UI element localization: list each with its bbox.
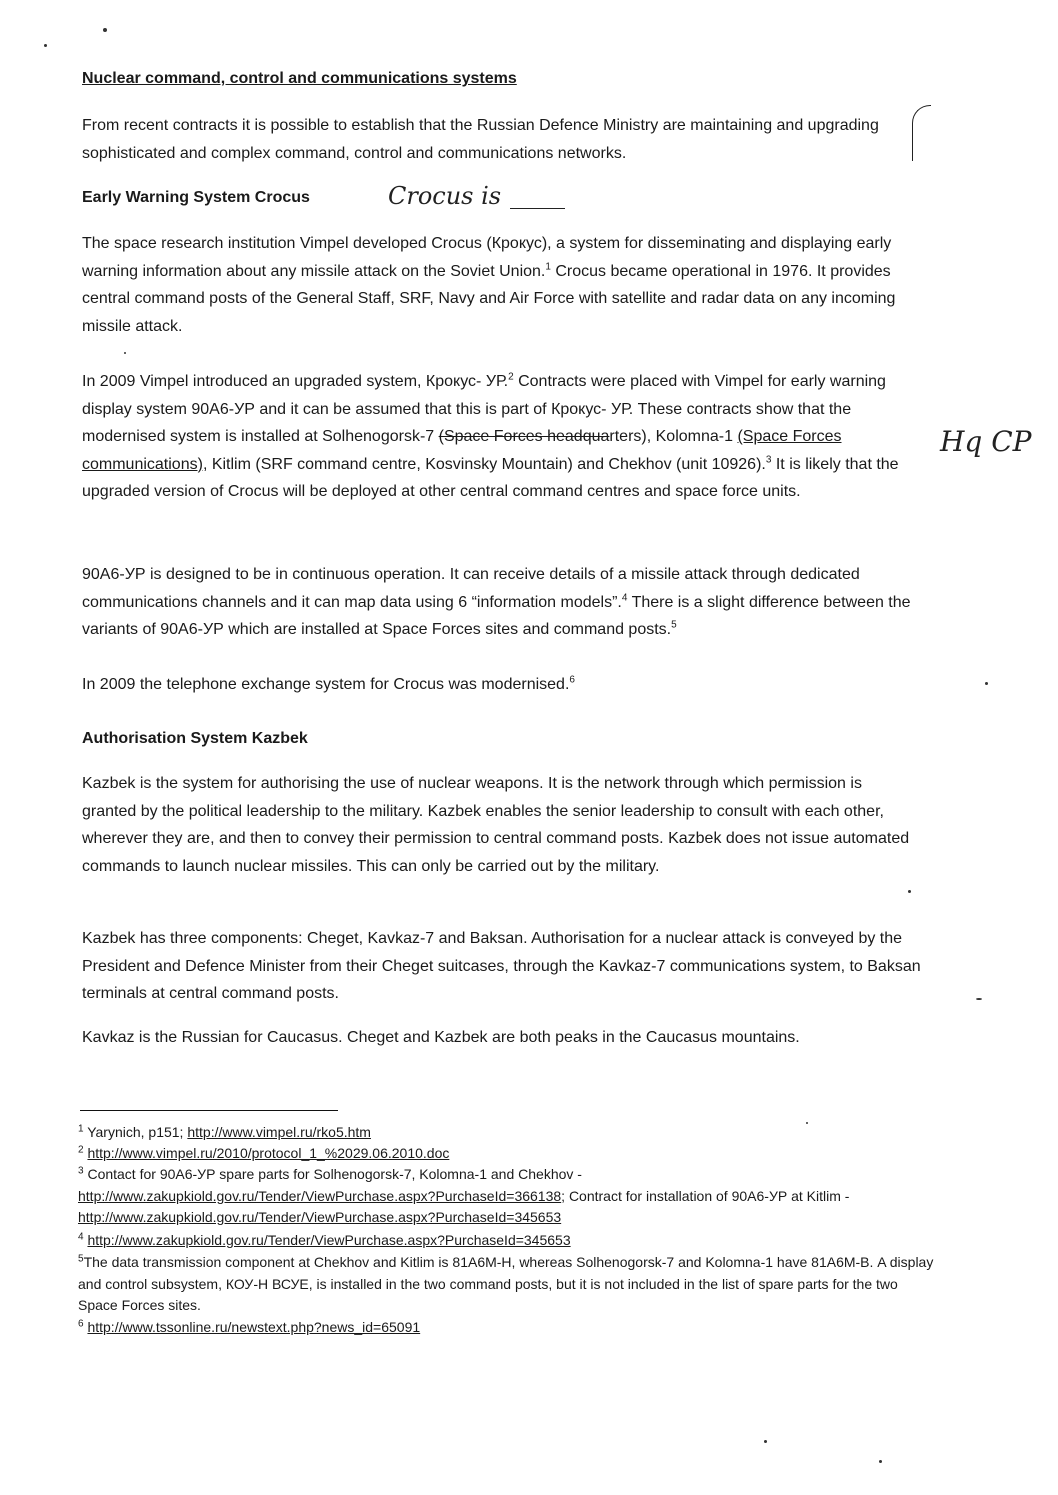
scan-speck bbox=[985, 682, 988, 685]
scan-speck bbox=[908, 890, 911, 893]
scan-speck bbox=[124, 352, 126, 354]
footnote-1 bbox=[78, 1122, 958, 1144]
kazbek-heading: Authorisation System Kazbek bbox=[82, 730, 308, 747]
crocus-p4-a: In 2009 the telephone exchange system for Crocus was modernised. bbox=[82, 676, 570, 693]
scan-speck bbox=[976, 998, 982, 1000]
crocus-p1-text: The space research institution Vimpel developed Crocus (Крокус), a system for disseminating and displaying early warning information about any missile attack on the Soviet Union. bbox=[82, 235, 892, 280]
scan-speck bbox=[103, 28, 107, 32]
crocus-p3-b: There is a slight difference between the variants of 90А6-УР which are installed at Space Forces sites and command posts. bbox=[82, 593, 911, 638]
footnote-number: 3 bbox=[78, 1165, 84, 1177]
footnote-6 bbox=[78, 1317, 958, 1339]
kazbek-paragraph-2: Kazbek has three components: Cheget, Kavkaz-7 and Baksan. Authorisation for a nuclear attack is conveyed by the President and Defence Minister from their Cheget suitcases, through the Kavkaz-7 communications system, to Baksan terminals at central command posts. bbox=[82, 930, 921, 1002]
crocus-p2-e: It is likely that the upgraded version of Crocus will be deployed at other central command centres and space force units. bbox=[82, 455, 899, 500]
scan-speck bbox=[44, 44, 47, 47]
footnote-link[interactable]: http://www.tssonline.ru/newstext.php?news_id=65091 bbox=[87, 1319, 421, 1335]
crocus-p3-a: 90А6-УР is designed to be in continuous operation. It can receive details of a missile attack through dedicated communications channels and it can map data using 6 “information models”. bbox=[82, 566, 860, 611]
scan-speck bbox=[806, 1122, 808, 1124]
footnote-4 bbox=[78, 1230, 958, 1252]
footnote-ref-6: 6 bbox=[569, 674, 575, 686]
handwritten-stroke bbox=[912, 105, 931, 161]
scan-speck bbox=[764, 1440, 767, 1443]
crocus-paragraph-2 bbox=[82, 368, 932, 506]
footnote-number: 1 bbox=[78, 1123, 84, 1135]
crocus-paragraph-4 bbox=[82, 671, 932, 699]
crocus-heading: Early Warning System Crocus bbox=[82, 189, 310, 206]
footnote-ref-1: 1 bbox=[545, 261, 551, 273]
footnote-text: Yarynich, p151; bbox=[87, 1124, 188, 1140]
crocus-paragraph-1 bbox=[82, 230, 932, 340]
footnote-number: 4 bbox=[78, 1231, 84, 1243]
crocus-p2-c: rters), Kolomna-1 bbox=[609, 428, 738, 445]
underlined-text: (Space Forces communications) bbox=[82, 428, 842, 473]
footnote-ref-4: 4 bbox=[621, 592, 628, 604]
crocus-p2-b: Contracts were placed with Vimpel for early warning display system 90А6-УР and it can be assumed that this is part of Крокус- УР. These contracts show that the modernised system is installed at Solhenogorsk-7 bbox=[82, 373, 886, 445]
handwritten-dash bbox=[510, 208, 565, 209]
footnote-number: 2 bbox=[78, 1144, 84, 1156]
footnote-link[interactable]: http://www.zakupkiold.gov.ru/Tender/ViewPurchase.aspx?PurchaseId=345653 bbox=[87, 1232, 571, 1248]
crocus-p2-a: In 2009 Vimpel introduced an upgraded system, Крокус- УР. bbox=[82, 373, 509, 390]
footnote-ref-5: 5 bbox=[671, 619, 677, 631]
footnote-separator bbox=[80, 1110, 338, 1111]
footnote-3 bbox=[78, 1164, 958, 1229]
footnote-link[interactable]: http://www.vimpel.ru/rko5.htm bbox=[187, 1124, 371, 1140]
footnote-number: 5 bbox=[78, 1253, 84, 1265]
footnote-5 bbox=[78, 1252, 938, 1317]
footnote-number: 6 bbox=[78, 1318, 84, 1330]
footnote-link[interactable]: http://www.zakupkiold.gov.ru/Tender/ViewPurchase.aspx?PurchaseId=345653 bbox=[78, 1209, 562, 1225]
scan-speck bbox=[879, 1460, 882, 1463]
footnote-text: Contact for 90А6-УР spare parts for Solhenogorsk-7, Kolomna-1 and Chekhov - bbox=[87, 1166, 582, 1182]
footnote-text: The data transmission component at Chekhov and Kitlim is 81А6М-Н, whereas Solhenogorsk-7 and Kolomna-1 have 81А6М-В. A display and control subsystem, КОУ-Н ВСУЕ, is installed in the two command posts, but it is not included in the list of spare parts for the two Space Forces sites. bbox=[78, 1254, 934, 1313]
handwritten-annotation: Crocus is bbox=[388, 182, 502, 210]
footnote-link[interactable]: http://www.vimpel.ru/2010/protocol_1_%2029.06.2010.doc bbox=[87, 1145, 450, 1161]
crocus-p1-tail: Crocus became operational in 1976. It provides central command posts of the General Staff, SRF, Navy and Air Force with satellite and radar data on any incoming missile attack. bbox=[82, 262, 896, 335]
struck-text: (Space Forces headqua bbox=[438, 428, 610, 445]
kazbek-paragraph-3: Kavkaz is the Russian for Caucasus. Cheget and Kazbek are both peaks in the Caucasus mountains. bbox=[82, 1029, 800, 1046]
crocus-p2-d: , Kitlim (SRF command centre, Kosvinsky Mountain) and Chekhov (unit 10926). bbox=[202, 455, 766, 473]
footnote-text: ; Contract for installation of 90А6-УР at Kitlim - bbox=[561, 1187, 850, 1204]
margin-handwritten-note: Hq CP bbox=[940, 425, 1032, 458]
footnote-2 bbox=[78, 1143, 958, 1165]
crocus-paragraph-3 bbox=[82, 561, 932, 644]
footnote-ref-3: 3 bbox=[765, 454, 772, 466]
intro-paragraph: From recent contracts it is possible to establish that the Russian Defence Ministry are maintaining and upgrading sophisticated and complex command, control and communications networks. bbox=[82, 117, 879, 162]
page-title: Nuclear command, control and communications systems bbox=[82, 70, 517, 87]
kazbek-paragraph-1: Kazbek is the system for authorising the use of nuclear weapons. It is the network through which permission is granted by the political leadership to the military. Kazbek enables the senior leadership to consult with each other, wherever they are, and then to convey their permission to central command posts. Kazbek does not issue automated commands to launch nuclear missiles. This can only be carried out by the military. bbox=[82, 775, 910, 875]
footnote-link[interactable]: http://www.zakupkiold.gov.ru/Tender/ViewPurchase.aspx?PurchaseId=366138 bbox=[78, 1187, 562, 1204]
footnote-ref-2: 2 bbox=[508, 371, 514, 383]
